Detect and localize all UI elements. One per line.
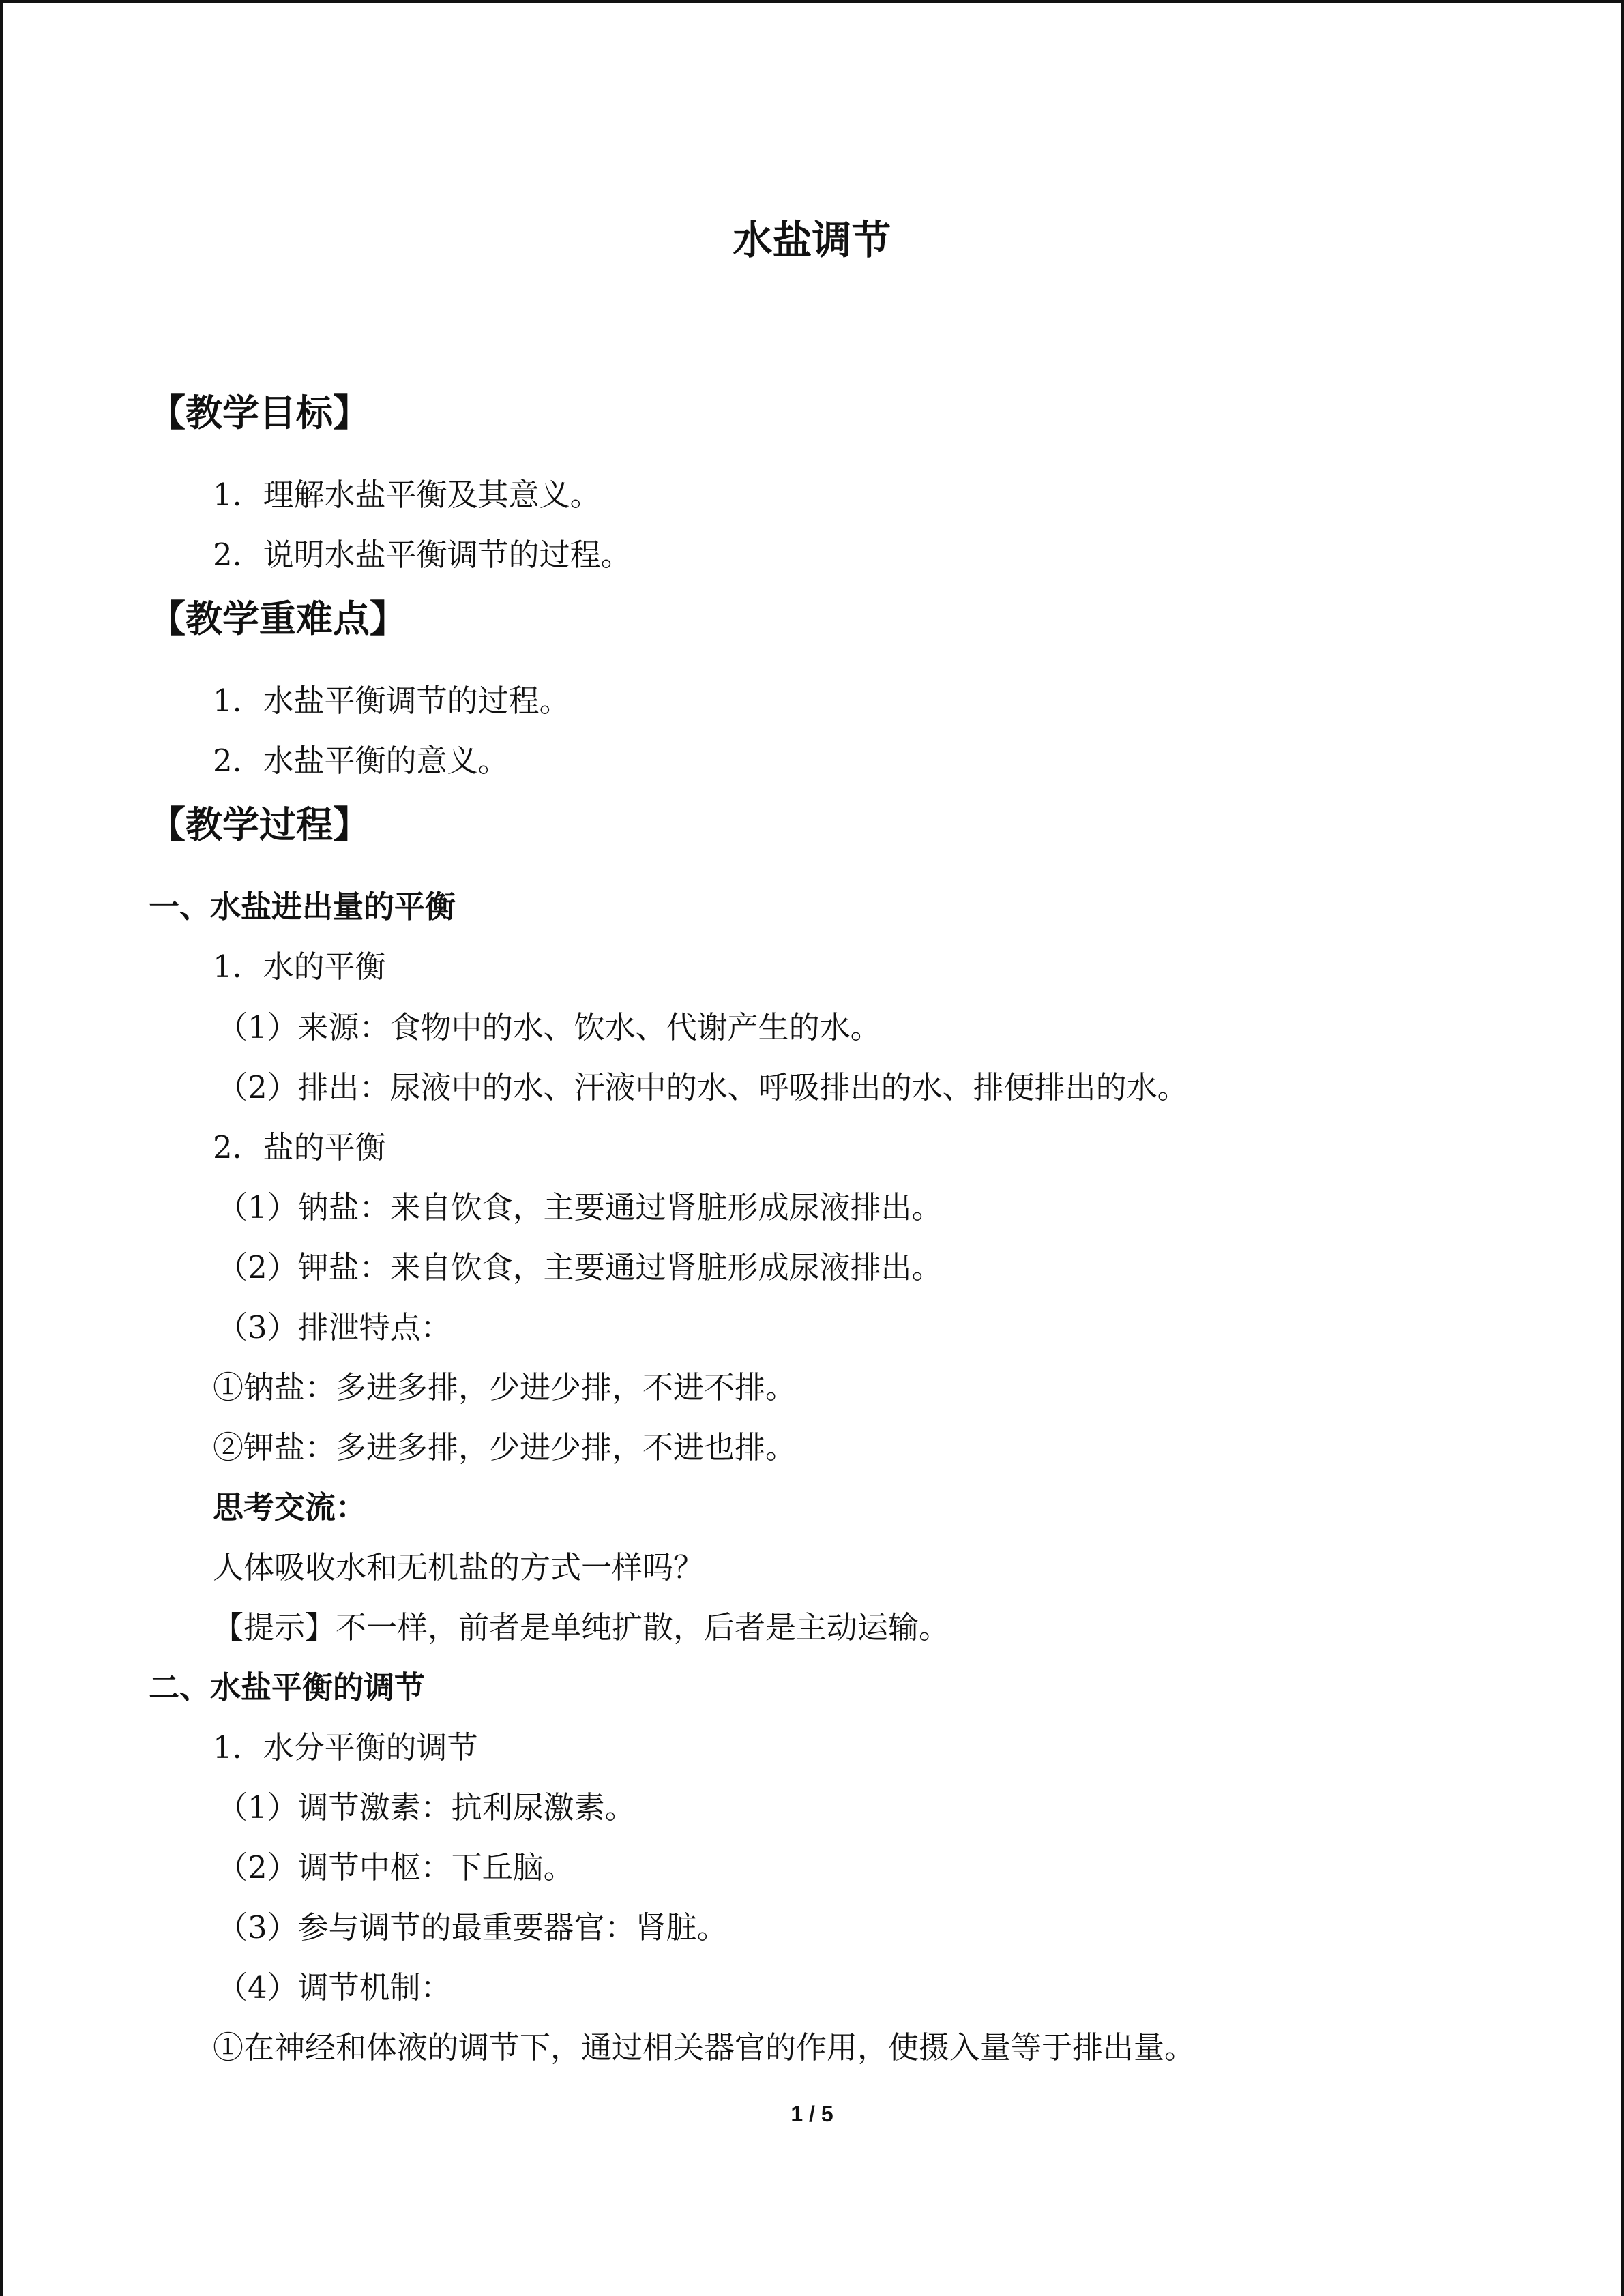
text-line: ①在神经和体液的调节下，通过相关器官的作用，使摄入量等于排出量。 [213,2029,1196,2066]
text-line: （2）钾盐：来自饮食，主要通过肾脏形成尿液排出。 [217,1249,943,1285]
text-line: （3）排泄特点： [217,1309,452,1345]
objective-item-2: 2．说明水盐平衡调节的过程。 [213,537,632,573]
section-title-1: 一、水盐进出量的平衡 [149,889,456,925]
heading-objectives: 【教学目标】 [149,391,370,434]
text-line: （1）调节激素：抗利尿激素。 [217,1789,636,1825]
text-line: ②钾盐：多进多排，少进少排，不进也排。 [213,1429,797,1465]
heading-process: 【教学过程】 [149,803,370,846]
page-border-top [0,0,1624,3]
text-line: （2）排出：尿液中的水、汗液中的水、呼吸排出的水、排便排出的水。 [217,1069,1188,1105]
document-title: 水盐调节 [733,217,891,263]
discussion-label: 思考交流： [213,1489,367,1525]
objective-item-1: 1．理解水盐平衡及其意义。 [213,477,601,513]
section-title-2: 二、水盐平衡的调节 [149,1669,426,1705]
text-line: （1）钠盐：来自饮食，主要通过肾脏形成尿液排出。 [217,1189,943,1225]
text-line: （3）参与调节的最重要器官：肾脏。 [217,1909,728,1945]
text-line: （1）来源：食物中的水、饮水、代谢产生的水。 [217,1009,881,1045]
text-line: 1．水的平衡 [213,949,386,985]
key-point-item-2: 2．水盐平衡的意义。 [213,743,509,779]
key-point-item-1: 1．水盐平衡调节的过程。 [213,683,570,719]
page-border-right [1621,0,1624,2296]
text-line: ①钠盐：多进多排，少进少排，不进不排。 [213,1369,797,1405]
text-line: 1．水分平衡的调节 [213,1729,478,1765]
text-line: （4）调节机制： [217,1969,452,2006]
text-line: 2．盐的平衡 [213,1129,386,1165]
heading-key-points: 【教学重难点】 [149,597,407,640]
hint-line: 【提示】不一样，前者是单纯扩散，后者是主动运输。 [213,1609,950,1645]
text-line: （2）调节中枢：下丘脑。 [217,1849,574,1885]
page-number: 1 / 5 [791,2102,833,2126]
text-line: 人体吸收水和无机盐的方式一样吗？ [213,1549,705,1585]
page-border-left [0,0,3,2296]
